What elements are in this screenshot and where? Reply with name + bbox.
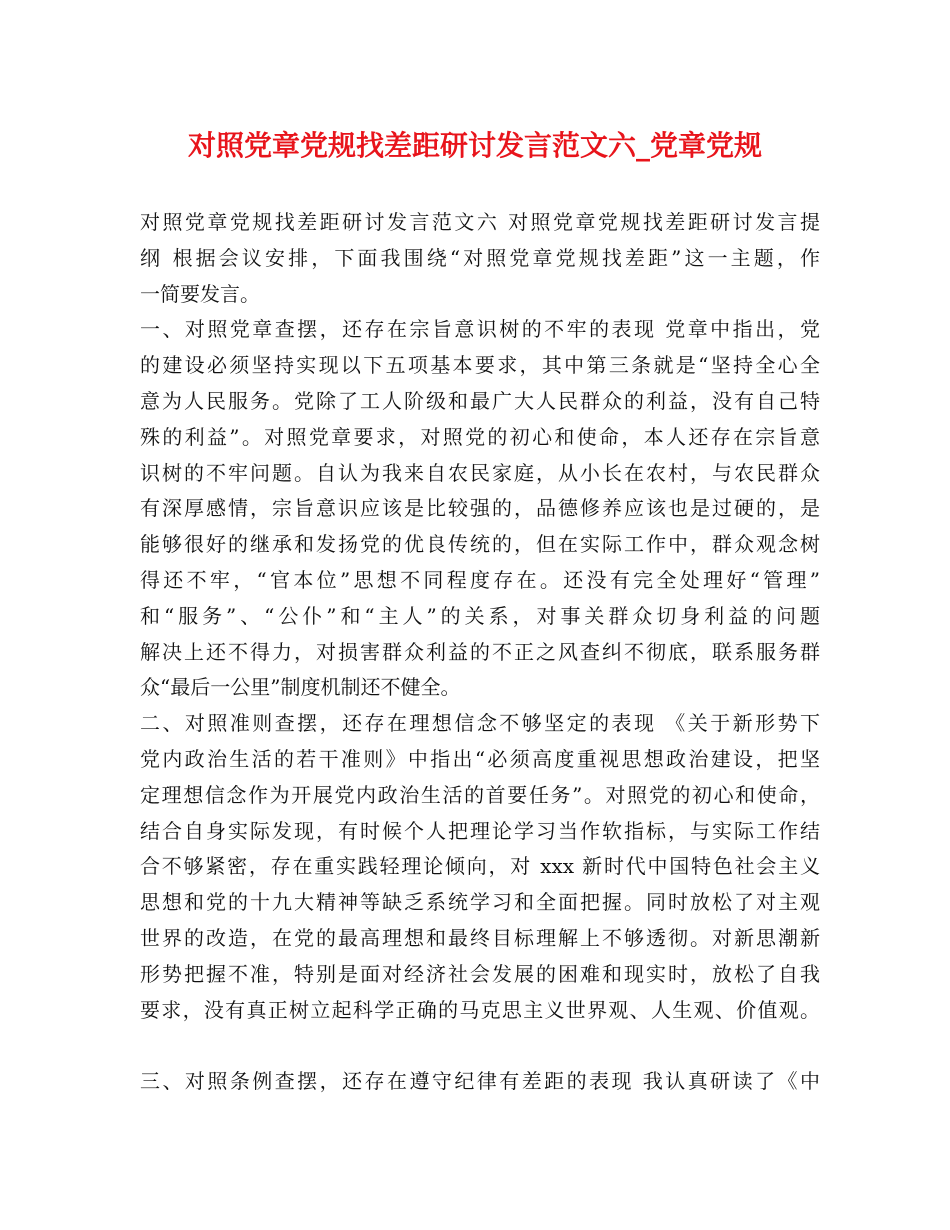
body-line: 三、对照条例查摆，还存在遵守纪律有差距的表现 我认真研读了《中: [140, 1069, 820, 1094]
body-line: 二、对照准则查摆，还存在理想信念不够坚定的表现 《关于新形势下: [140, 711, 820, 736]
body-line: 要求，没有真正树立起科学正确的马克思主义世界观、人生观、价值观。: [140, 997, 820, 1022]
body-line: 党内政治生活的若干准则》中指出“必须高度重视思想政治建设，把坚: [140, 746, 820, 771]
body-line: 定理想信念作为开展党内政治生活的首要任务”。对照党的初心和使命，: [140, 782, 820, 807]
body-line: 对照党章党规找差距研讨发言范文六 对照党章党规找差距研讨发言提: [140, 210, 820, 234]
body-line: 一、对照党章查摆，还存在宗旨意识树的不牢的表现 党章中指出，党: [140, 317, 820, 342]
body-line: 世界的改造，在党的最高理想和最终目标理解上不够透彻。对新思潮新: [140, 925, 820, 950]
body-line: 合不够紧密，存在重实践轻理论倾向，对 xxx 新时代中国特色社会主义: [140, 854, 820, 879]
body-line: 一简要发言。: [140, 281, 260, 306]
body-line: 能够很好的继承和发扬党的优良传统的，但在实际工作中，群众观念树: [140, 532, 820, 557]
body-line: 有深厚感情，宗旨意识应该是比较强的，品德修养应该也是过硬的，是: [140, 496, 820, 521]
body-line: 意为人民服务。党除了工人阶级和最广大人民群众的利益，没有自己特: [140, 388, 820, 413]
body-line: 纲 根据会议安排，下面我围绕“对照党章党规找差距”这一主题，作: [140, 245, 820, 270]
document-body: [140, 205, 820, 1100]
body-line: 众“最后一公里”制度机制还不健全。: [140, 675, 461, 700]
body-line: 思想和党的十九大精神等缺乏系统学习和全面把握。同时放松了对主观: [140, 890, 820, 915]
body-line: 结合自身实际发现，有时候个人把理论学习当作软指标，与实际工作结: [140, 818, 820, 843]
body-line: 得还不牢，“官本位”思想不同程度存在。还没有完全处理好“管理”: [140, 567, 820, 592]
paragraph-gap: [140, 1028, 820, 1064]
document-title: 对照党章党规找差距研讨发言范文六_党章党规: [187, 129, 762, 162]
body-line: 的建设必须坚持实现以下五项基本要求，其中第三条就是“坚持全心全: [140, 353, 820, 378]
body-line: 和“服务”、“公仆”和“主人”的关系，对事关群众切身利益的问题: [140, 603, 820, 628]
body-line: 识树的不牢问题。自认为我来自农民家庭，从小长在农村，与农民群众: [140, 460, 820, 485]
body-line: 形势把握不准，特别是面对经济社会发展的困难和现实时，放松了自我: [140, 961, 820, 986]
body-line: 解决上还不得力，对损害群众利益的不正之风查纠不彻底，联系服务群: [140, 639, 820, 664]
body-line: 殊的利益”。对照党章要求，对照党的初心和使命，本人还存在宗旨意: [140, 424, 820, 449]
